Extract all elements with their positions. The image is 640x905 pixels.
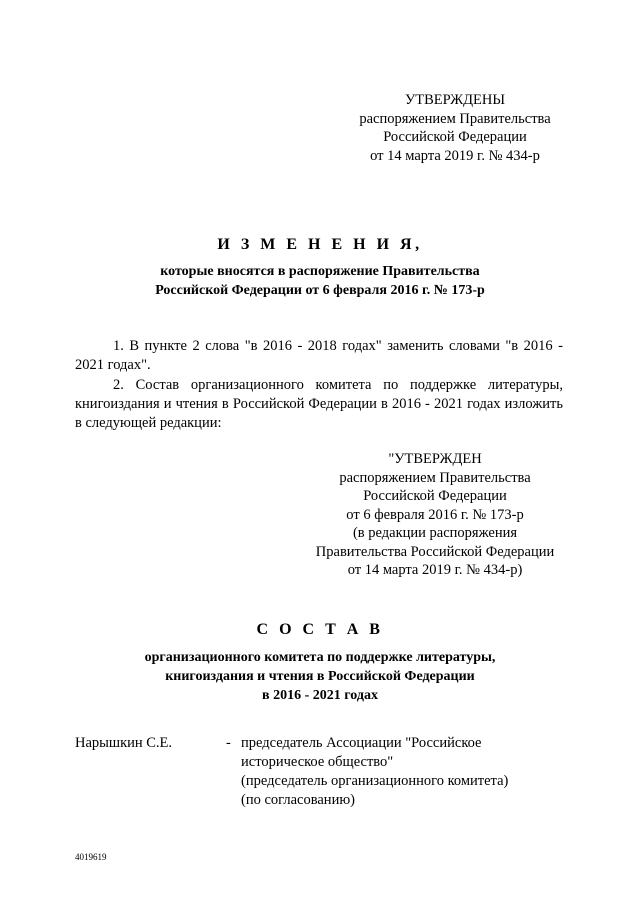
- inner-approval-line: от 14 марта 2019 г. № 434-р): [347, 562, 523, 578]
- inner-approval-heading: "УТВЕРЖДЕН: [388, 451, 482, 467]
- member-name: Нарышкин С.Е.: [75, 735, 173, 751]
- sostav-subtitle-line: в 2016 - 2021 годах: [262, 688, 378, 703]
- inner-approval-line: распоряжением Правительства: [339, 469, 531, 486]
- approval-block: [340, 91, 570, 165]
- inner-approval-line: (в редакции распоряжения: [352, 525, 518, 541]
- approval-heading: УТВЕРЖДЕНЫ: [404, 92, 506, 108]
- document-code: 4019619: [75, 852, 107, 862]
- changes-subtitle-line: Российской Федерации от 6 февраля 2016 г. № 173-р: [155, 283, 485, 298]
- paragraph-1: [75, 337, 563, 375]
- paragraph-2-text: 2. Состав организационного комитета по поддержке литературы, книгоиздания и чтения в Российской Федерации в 2016 - 2021 годах изложить в следующей редакции:: [75, 377, 563, 431]
- changes-title: И З М Е Н Е Н И Я,: [217, 236, 423, 253]
- member-description-line: историческое общество": [241, 754, 394, 770]
- approval-date: от 14 марта 2019 г. № 434-р: [370, 147, 540, 164]
- changes-subtitle: [0, 262, 640, 300]
- sostav-subtitle: [0, 648, 640, 705]
- changes-subtitle-line: которые вносятся в распоряжение Правительства: [160, 264, 480, 279]
- paragraph-1-text: 1. В пункте 2 слова "в 2016 - 2018 годах" заменить словами "в 2016 - 2021 годах".: [75, 338, 563, 373]
- member-description-line: (председатель организационного комитета): [241, 773, 509, 789]
- inner-approval-line: Российской Федерации: [363, 488, 507, 504]
- approval-line: распоряжением Правительства: [359, 110, 551, 127]
- inner-approval-line: от 6 февраля 2016 г. № 173-р: [346, 506, 524, 523]
- inner-approval-block: [300, 450, 570, 580]
- member-description-line: (по согласованию): [241, 792, 355, 808]
- paragraph-2: [75, 376, 563, 433]
- member-description-line: председатель Ассоциации "Российское: [241, 735, 482, 751]
- sostav-subtitle-line: организационного комитета по поддержке литературы,: [144, 650, 496, 665]
- sostav-title: С О С Т А В: [256, 621, 384, 638]
- approval-line: Российской Федерации: [383, 129, 527, 145]
- member-dash: -: [226, 735, 231, 751]
- member-description: [241, 734, 561, 810]
- inner-approval-line: Правительства Российской Федерации: [315, 543, 555, 560]
- sostav-subtitle-line: книгоиздания и чтения в Российской Федерации: [165, 669, 475, 684]
